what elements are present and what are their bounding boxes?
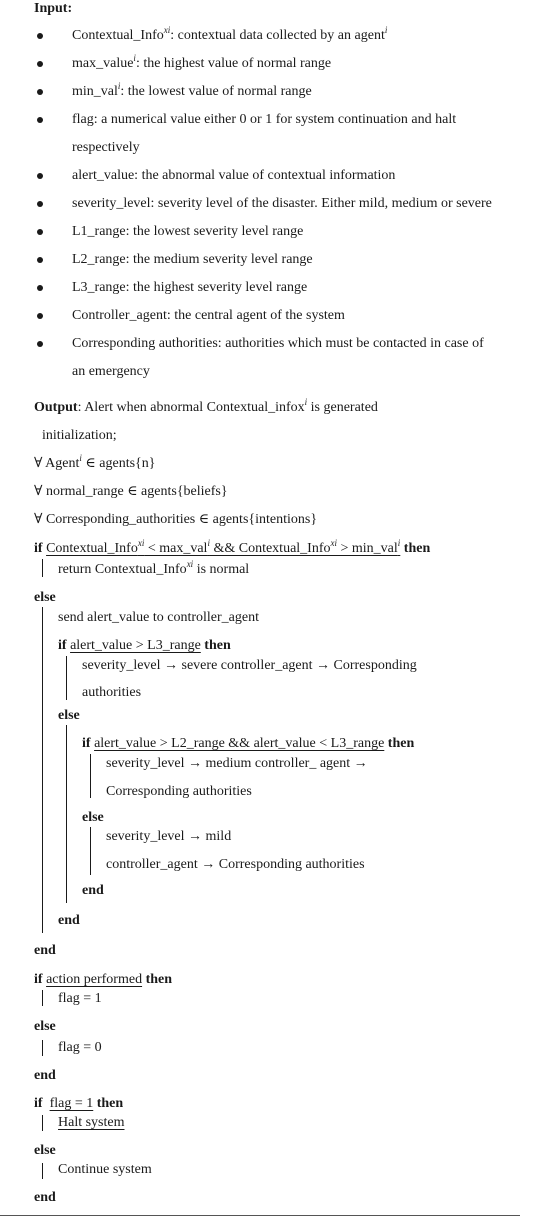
- bottom-divider: [0, 1215, 520, 1216]
- list-item: L1_range: the lowest severity level range: [72, 224, 304, 239]
- list-item: L2_range: the medium severity level range: [72, 252, 313, 267]
- bullet-icon: [37, 89, 43, 95]
- forall-normal-range-line: ∀ normal_range ∈ agents{beliefs}: [34, 484, 228, 499]
- bullet-icon: [37, 257, 43, 263]
- list-item: Contextual_Info$^{xi}$: contextual data collected by an agent$^i$: [72, 25, 388, 43]
- bullet-icon: [37, 313, 43, 319]
- block-bar: [90, 754, 91, 798]
- block-bar: [42, 1115, 43, 1131]
- initialization-line: initialization;: [42, 428, 117, 443]
- forall-agent-line: ∀ Agent$^i$ ∈ agents{n}: [34, 453, 156, 471]
- if-flag-line: if flag = 1 then: [34, 1096, 124, 1111]
- else-keyword: else: [58, 708, 80, 723]
- bullet-icon: [37, 285, 43, 291]
- else-keyword: else: [34, 1143, 56, 1158]
- end-keyword: end: [34, 1068, 56, 1083]
- block-bar: [42, 1040, 43, 1056]
- if-severe-line: if alert_value > L3_range then: [58, 638, 231, 653]
- output-line: Output: Alert when abnormal Contextual_infox$^i$ is generated: [34, 397, 378, 415]
- bullet-icon: [37, 117, 43, 123]
- medium-line-continuation: Corresponding authorities: [106, 784, 252, 799]
- block-bar: [42, 1163, 43, 1179]
- list-item: L3_range: the highest severity level range: [72, 280, 308, 295]
- list-item: flag: a numerical value either 0 or 1 for system continuation and halt: [72, 112, 457, 127]
- if-normal-range-line: if Contextual_Info$^{xi}$ < max_val$^i$ && Contextual_Info$^{xi}$ > min_val$^i$ then: [34, 538, 431, 556]
- list-item-continuation: an emergency: [72, 364, 150, 379]
- block-bar: [90, 827, 91, 875]
- list-item: max_value$^i$: the highest value of normal range: [72, 53, 332, 71]
- else-keyword: else: [34, 1019, 56, 1034]
- return-normal-line: return Contextual_Info$^{xi}$ is normal: [58, 559, 250, 577]
- bullet-icon: [37, 33, 43, 39]
- block-bar: [42, 990, 43, 1006]
- send-alert-line: send alert_value to controller_agent: [58, 610, 259, 625]
- list-item: alert_value: the abnormal value of contextual information: [72, 168, 396, 183]
- severe-line-continuation: authorities: [82, 685, 142, 700]
- bullet-icon: [37, 229, 43, 235]
- block-bar: [42, 607, 43, 933]
- bullet-icon: [37, 341, 43, 347]
- flag-set-zero-line: flag = 0: [58, 1040, 102, 1055]
- forall-authorities-line: ∀ Corresponding_authorities ∈ agents{intentions}: [34, 512, 318, 527]
- block-bar: [66, 656, 67, 700]
- if-action-line: if action performed then: [34, 972, 173, 987]
- input-heading: Input:: [34, 1, 73, 16]
- bullet-icon: [37, 201, 43, 207]
- list-item: severity_level: severity level of the disaster. Either mild, medium or severe: [72, 196, 492, 211]
- block-bar: [66, 725, 67, 903]
- list-item: Controller_agent: the central agent of the system: [72, 308, 345, 323]
- end-keyword: end: [34, 943, 56, 958]
- medium-line: severity_level → medium controller_ agent →: [106, 756, 368, 771]
- else-keyword: else: [34, 590, 56, 605]
- block-bar: [42, 559, 43, 577]
- list-item-continuation: respectively: [72, 140, 140, 155]
- mild-notify-line: controller_agent → Corresponding authorities: [106, 857, 365, 872]
- flag-set-one-line: flag = 1: [58, 991, 102, 1006]
- list-item: Corresponding authorities: authorities which must be contacted in case of: [72, 336, 484, 351]
- if-medium-line: if alert_value > L2_range && alert_value < L3_range then: [82, 736, 415, 751]
- else-keyword: else: [82, 810, 104, 825]
- continue-line: Continue system: [58, 1162, 152, 1177]
- end-keyword: end: [82, 883, 104, 898]
- list-item: min_val$^i$: the lowest value of normal range: [72, 81, 312, 99]
- end-keyword: end: [34, 1190, 56, 1205]
- bullet-icon: [37, 173, 43, 179]
- mild-line: severity_level → mild: [106, 829, 232, 844]
- halt-line: Halt system: [58, 1115, 125, 1130]
- bullet-icon: [37, 61, 43, 67]
- severe-line: severity_level → severe controller_agent → Corresponding: [82, 658, 417, 673]
- end-keyword: end: [58, 913, 80, 928]
